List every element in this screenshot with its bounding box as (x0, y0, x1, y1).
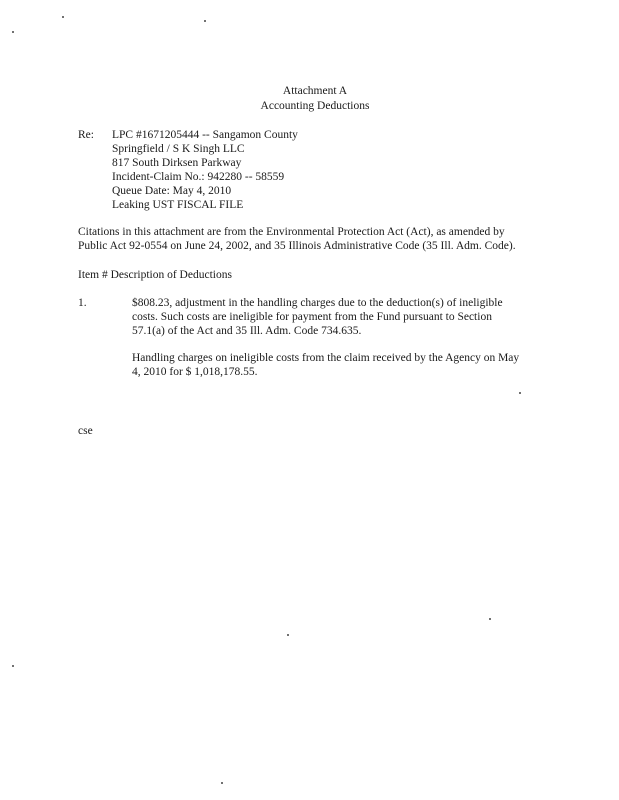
attachment-subtitle: Accounting Deductions (260, 100, 370, 112)
item-paragraph-line: 4, 2010 for $ 1,018,178.55. (132, 366, 258, 378)
scan-speck (221, 782, 223, 784)
scan-speck (287, 634, 289, 636)
re-line-owner: Springfield / S K Singh LLC (112, 143, 245, 155)
re-line-project: LPC #1671205444 -- Sangamon County (112, 129, 298, 141)
item-paragraph-line: Handling charges on ineligible costs from the claim received by the Agency on May (132, 352, 520, 364)
item-paragraph-line: 57.1(a) of the Act and 35 Ill. Adm. Code 734.635. (132, 325, 362, 337)
item-paragraph-line: costs. Such costs are ineligible for payment from the Fund pursuant to Section (132, 311, 492, 323)
item-paragraph-line: $808.23, adjustment in the handling charges due to the deduction(s) of ineligible (132, 297, 503, 309)
scan-speck (519, 392, 521, 394)
re-line-address: 817 South Dirksen Parkway (112, 157, 242, 169)
item-number: 1. (78, 297, 87, 309)
citations-line-1: Citations in this attachment are from the Environmental Protection Act (Act), as amended by (78, 226, 505, 238)
item-column-header: Item # Description of Deductions (78, 269, 232, 281)
re-line-file: Leaking UST FISCAL FILE (112, 199, 244, 211)
citations-line-2: Public Act 92-0554 on June 24, 2002, and 35 Illinois Administrative Code (35 Ill. Adm. Code). (78, 240, 516, 252)
scan-speck (489, 618, 491, 620)
re-label: Re: (78, 129, 94, 141)
scan-speck (12, 665, 14, 667)
re-line-queue-date: Queue Date: May 4, 2010 (112, 185, 232, 197)
preparer-initials: cse (78, 425, 93, 437)
attachment-title: Attachment A (282, 85, 348, 97)
scan-speck (62, 16, 64, 18)
scan-speck (12, 31, 14, 33)
re-line-incident: Incident-Claim No.: 942280 -- 58559 (112, 171, 285, 183)
scan-speck (204, 20, 206, 22)
